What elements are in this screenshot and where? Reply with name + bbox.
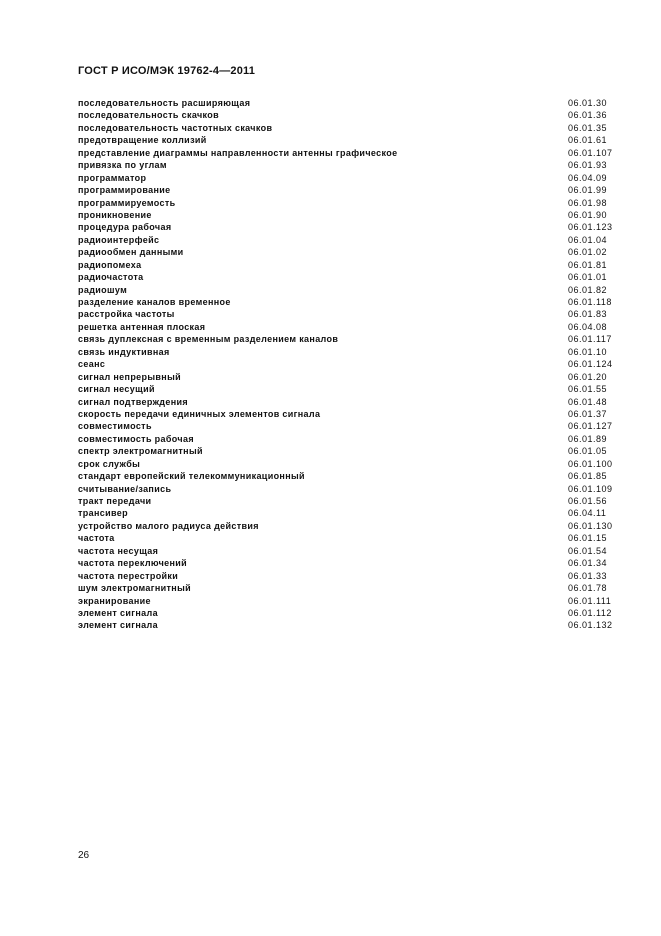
index-entry [78, 184, 618, 196]
index-code: 06.01.81 [568, 259, 608, 270]
index-code: 06.01.34 [568, 558, 608, 569]
index-entry [78, 147, 618, 159]
index-term: спектр электромагнитный [78, 446, 203, 457]
index-term: программирование [78, 185, 171, 196]
index-term: радиоинтерфейс [78, 234, 160, 245]
index-term: совместимость [78, 421, 152, 432]
index-term: тракт передачи [78, 496, 152, 506]
index-term: программатор [78, 172, 147, 183]
index-term: процедура рабочая [78, 222, 172, 233]
index-entry [78, 420, 618, 432]
index-term: радиообмен данными [78, 247, 184, 258]
index-term: разделение каналов временное [78, 297, 231, 307]
index-entry [78, 271, 618, 283]
index-entry [78, 507, 618, 519]
index-code: 06.01.83 [568, 309, 608, 320]
index-term: экранирование [78, 595, 151, 606]
index-code: 06.01.33 [568, 570, 608, 581]
index-term: программируемость [78, 197, 176, 208]
index-entry [78, 97, 618, 109]
index-term: радиопомеха [78, 259, 142, 270]
index-term: представление диаграммы направленности антенны графическое [78, 147, 398, 158]
index-term: трансивер [78, 508, 128, 519]
index-entry [78, 284, 618, 296]
index-entry [78, 470, 618, 482]
index-code: 06.01.99 [568, 185, 608, 196]
index-term: радиочастота [78, 272, 144, 283]
index-entry [78, 371, 618, 383]
page-number: 26 [78, 850, 90, 861]
index-code: 06.01.111 [568, 595, 612, 606]
index-code: 06.01.112 [568, 607, 612, 618]
index-code: 06.01.04 [568, 234, 608, 245]
index-term: элемент сигнала [78, 620, 158, 631]
index-entry [78, 570, 618, 582]
index-term: частота переключений [78, 558, 188, 569]
index-entry [78, 197, 618, 209]
index-code: 06.04.09 [568, 172, 608, 183]
index-code: 06.01.01 [568, 272, 608, 283]
index-code: 06.01.107 [568, 147, 613, 158]
index-term: сигнал несущий [78, 384, 155, 395]
index-code: 06.01.56 [568, 496, 608, 506]
index-term: совместимость рабочая [78, 433, 194, 444]
index-code: 06.01.109 [568, 483, 613, 494]
index-entry [78, 532, 618, 544]
index-entry [78, 358, 618, 370]
term-index-list [78, 97, 618, 632]
index-code: 06.01.124 [568, 359, 613, 370]
index-entry [78, 619, 618, 631]
index-term: считывание/запись [78, 483, 172, 494]
index-code: 06.01.118 [568, 297, 612, 307]
index-entry [78, 109, 618, 121]
index-entry [78, 595, 618, 607]
index-entry [78, 396, 618, 408]
index-entry [78, 234, 618, 246]
index-term: скорость передачи единичных элементов сигнала [78, 408, 321, 419]
index-entry [78, 346, 618, 358]
index-entry [78, 483, 618, 495]
index-term: последовательность скачков [78, 110, 220, 121]
index-term: предотвращение коллизий [78, 135, 207, 146]
index-entry [78, 122, 618, 134]
index-entry [78, 321, 618, 333]
index-entry [78, 458, 618, 470]
index-entry [78, 296, 618, 308]
index-entry [78, 259, 618, 271]
index-code: 06.01.02 [568, 247, 608, 258]
document-header: ГОСТ Р ИСО/МЭК 19762-4—2011 [78, 65, 256, 77]
index-term: сеанс [78, 359, 106, 370]
index-entry [78, 545, 618, 557]
index-entry [78, 308, 618, 320]
index-entry [78, 246, 618, 258]
index-code: 06.01.05 [568, 446, 608, 457]
index-term: срок службы [78, 458, 141, 469]
index-entry [78, 607, 618, 619]
index-entry [78, 445, 618, 457]
index-code: 06.01.48 [568, 396, 608, 407]
index-code: 06.01.100 [568, 458, 613, 469]
index-entry [78, 172, 618, 184]
index-entry [78, 557, 618, 569]
index-entry [78, 582, 618, 594]
index-code: 06.01.85 [568, 471, 608, 482]
index-code: 06.01.117 [568, 334, 612, 345]
index-term: частота несущая [78, 545, 159, 556]
index-code: 06.01.37 [568, 408, 608, 419]
index-term: устройство малого радиуса действия [78, 520, 259, 531]
index-entry [78, 209, 618, 221]
index-code: 06.01.15 [568, 533, 608, 544]
index-term: частота перестройки [78, 570, 179, 581]
index-term: проникновение [78, 209, 152, 220]
index-term: частота [78, 533, 115, 544]
index-term: сигнал непрерывный [78, 371, 181, 382]
index-code: 06.01.130 [568, 520, 613, 531]
index-code: 06.01.61 [568, 135, 608, 146]
index-code: 06.01.78 [568, 583, 608, 594]
index-term: решетка антенная плоская [78, 321, 206, 332]
index-code: 06.01.98 [568, 197, 608, 208]
index-entry [78, 134, 618, 146]
index-code: 06.01.20 [568, 371, 608, 382]
index-term: расстройка частоты [78, 309, 175, 320]
index-code: 06.01.10 [568, 346, 608, 357]
index-code: 06.01.82 [568, 284, 608, 295]
index-term: последовательность частотных скачков [78, 122, 273, 133]
index-term: связь дуплексная с временным разделением каналов [78, 334, 339, 345]
index-code: 06.01.127 [568, 421, 613, 432]
index-code: 06.01.93 [568, 160, 608, 171]
index-term: стандарт европейский телекоммуникационный [78, 471, 305, 482]
index-term: радиошум [78, 284, 128, 295]
index-code: 06.01.55 [568, 384, 608, 395]
index-code: 06.01.35 [568, 122, 608, 133]
index-term: последовательность расширяющая [78, 98, 251, 108]
index-entry [78, 383, 618, 395]
index-term: привязка по углам [78, 160, 167, 171]
index-term: связь индуктивная [78, 346, 170, 357]
index-entry [78, 520, 618, 532]
index-entry [78, 221, 618, 233]
index-code: 06.01.123 [568, 222, 613, 233]
index-code: 06.01.30 [568, 98, 608, 108]
index-term: шум электромагнитный [78, 583, 192, 594]
index-code: 06.04.11 [568, 508, 607, 519]
index-entry [78, 408, 618, 420]
index-entry [78, 333, 618, 345]
index-code: 06.01.36 [568, 110, 608, 121]
index-code: 06.01.90 [568, 209, 608, 220]
index-term: сигнал подтверждения [78, 396, 188, 407]
index-code: 06.01.89 [568, 433, 608, 444]
index-entry [78, 159, 618, 171]
index-code: 06.01.132 [568, 620, 613, 631]
index-term: элемент сигнала [78, 607, 158, 618]
index-entry [78, 433, 618, 445]
index-entry [78, 495, 618, 507]
index-code: 06.01.54 [568, 545, 608, 556]
index-code: 06.04.08 [568, 321, 608, 332]
